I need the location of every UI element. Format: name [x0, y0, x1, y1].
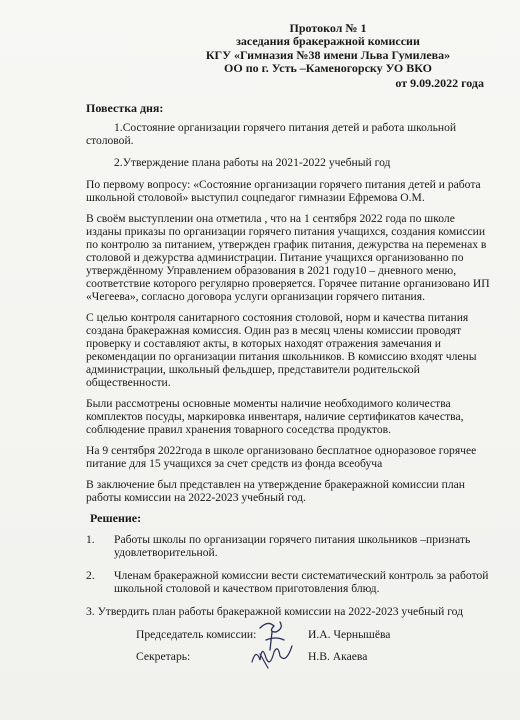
- decision-item-3: [86, 605, 490, 618]
- department-name: ОО по г. Усть –Каменогорску УО ВКО: [224, 61, 432, 76]
- agenda-item-2: 2.Утверждение плана работы на 2021-2022 учебный год: [114, 155, 391, 169]
- secretary-signature-mark: [246, 638, 298, 672]
- signature-secretary-row: [86, 650, 490, 672]
- agenda-title: Повестка дня:: [86, 100, 164, 115]
- paragraph-first-question: По первому вопросу: «Состояние организации горячего питания детей и работа школьной столовой» выступил соцпедагог гимназии Ефремова О.М.: [86, 177, 481, 204]
- document-header: [166, 22, 490, 76]
- paragraph-commission: С целью контроля санитарного состояния столовой, норм и качества питания создана бракеражная комиссия. Один раз в месяц члены комиссии проводят проверку и составляют акты, в которых находят отражения замечания и рекомендации по организации питания школьников. В комиссию входят члены администрации, школьный фельдшер, представители родительской общественности.: [86, 310, 477, 389]
- decision-item-1: [86, 533, 490, 559]
- decision-text-2: Членам бракеражной комиссии вести систематический контроль за работой школьной столовой и качеством приготовления блюд.: [114, 568, 489, 595]
- organization-name: КГУ «Гимназия №38 имени Льва Гумилева»: [205, 47, 451, 62]
- paragraph-conclusion: В заключение был представлен на утверждение бракеражной комиссии план работы комиссии на 2022-2023 учебный год.: [86, 477, 466, 504]
- decision-item-2: [86, 569, 490, 595]
- chair-role: Председатель комиссии:: [136, 627, 257, 641]
- secretary-name: Н.В. Акаева: [308, 649, 368, 663]
- secretary-role: Секретарь:: [136, 649, 191, 663]
- decision-number-1: 1.: [86, 532, 95, 546]
- protocol-date: от 9.09.2022 года: [395, 75, 484, 90]
- decision-number-2: 2.: [86, 568, 95, 582]
- agenda-item-1: 1.Состояние организации горячего питания детей и работа школьной столовой.: [86, 120, 457, 147]
- paragraph-speech: В своём выступлении она отметила , что на 1 сентября 2022 года по школе изданы приказы по организации горячего питания учащихся, создания комиссии по контролю за питанием, утвержден график питания, дежурства на переменах в столовой и дежурства администрации. Питание учащихся организованно по утверждённому Управлением образования в 2021 году10 – дневного меню, соответствие которого регулярно проверяется. Горячее питание организовано ИП «Чегеева», согласно договора услуги организации горячего питания.: [86, 211, 490, 303]
- decision-title: Решение:: [90, 510, 142, 525]
- paragraph-free-meals: На 9 сентября 2022года в школе организовано бесплатное одноразовое горячее питание для 15 учащихся за счет средств из фонда всеобуча: [86, 443, 477, 470]
- paragraph-reviewed: Были рассмотрены основные моменты наличие необходимого количества комплектов посуды, маркировка инвентаря, наличие сертификатов качества, соблюдение правил хранения товарного соседства продуктов.: [86, 396, 464, 436]
- chair-name: И.А. Чернышёва: [308, 627, 391, 641]
- decision-text-3: 3. Утвердить план работы бракеражной комиссии на 2022-2023 учебный год: [86, 604, 464, 618]
- decision-text-1: Работы школы по организации горячего питания школьников –признать удовлетворительной.: [114, 532, 471, 559]
- protocol-title: Протокол № 1: [289, 21, 367, 35]
- meeting-title: заседания бракеражной комиссии: [236, 34, 420, 49]
